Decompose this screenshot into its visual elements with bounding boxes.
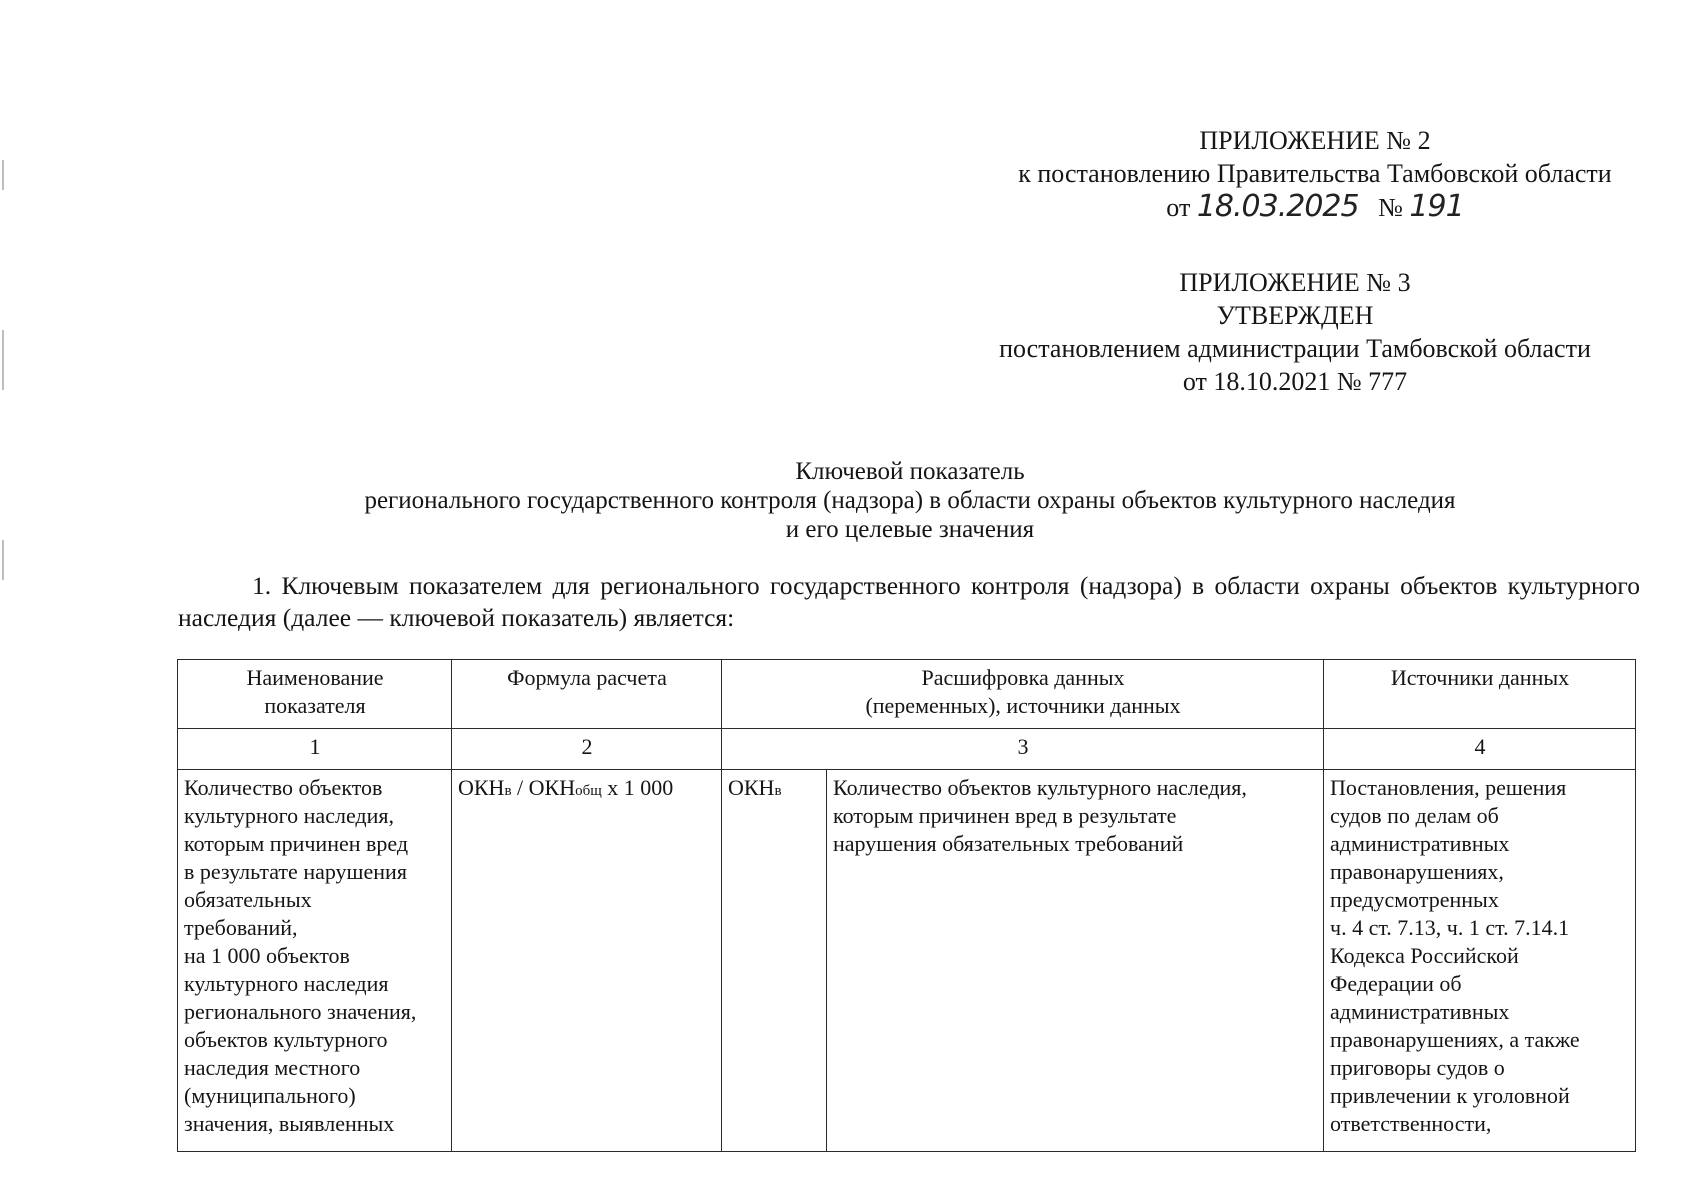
cell-line: приговоры судов о — [1330, 1055, 1505, 1080]
document-title-line: регионального государственного контроля (надзора) в области охраны объектов культурного наследия — [364, 487, 1456, 514]
cell-line: Количество объектов культурного наследия, — [833, 775, 1247, 800]
column-number: 4 — [1324, 729, 1636, 770]
cell-line: нарушения обязательных требований — [833, 831, 1184, 856]
handwritten-date: 18.03.2025 — [1196, 189, 1359, 224]
cell-line: регионального значения, — [184, 999, 417, 1024]
variable-name: ОКН — [728, 775, 775, 800]
cell-line: значения, выявленных — [184, 1111, 395, 1136]
header-line: показателя — [264, 693, 366, 718]
handwritten-number: 191 — [1409, 189, 1464, 224]
cell-line: наследия местного — [184, 1055, 361, 1080]
formula-part: х 1 000 — [601, 775, 674, 800]
formula-part: ОКН — [458, 775, 505, 800]
appendix-3-title: ПРИЛОЖЕНИЕ № 3 — [1179, 268, 1411, 297]
header-cell-formula: Формула расчета — [452, 660, 722, 729]
cell-line: административных — [1330, 831, 1510, 856]
header-line: Наименование — [246, 665, 384, 690]
variable-description-cell — [827, 770, 1324, 1152]
cell-line: ч. 4 ст. 7.13, ч. 1 ст. 7.14.1 — [1330, 915, 1570, 940]
scan-edge-mark — [2, 330, 4, 390]
formula-part: / ОКН — [511, 775, 576, 800]
cell-line: требований, — [184, 915, 298, 940]
header-cell-name — [178, 660, 452, 729]
variable-cell — [722, 770, 827, 1152]
cell-line: которым причинен вред — [184, 831, 409, 856]
date-prefix: от — [1166, 193, 1191, 222]
key-indicator-table — [177, 659, 1636, 1152]
appendix-2-title: ПРИЛОЖЕНИЕ № 2 — [1199, 126, 1431, 155]
cell-line: которым причинен вред в результате — [833, 803, 1177, 828]
cell-line: Постановления, решения — [1330, 775, 1567, 800]
indicator-name-cell — [178, 770, 452, 1152]
appendix-3-header — [955, 266, 1635, 398]
data-sources-cell — [1324, 770, 1636, 1152]
formula-cell — [452, 770, 722, 1152]
column-number: 2 — [452, 729, 722, 770]
cell-line: Федерации об — [1330, 971, 1462, 996]
cell-line: ответственности, — [1330, 1111, 1492, 1136]
cell-line: (муниципального) — [184, 1083, 356, 1108]
cell-line: правонарушениях, — [1330, 859, 1504, 884]
variable-subscript: в — [774, 783, 782, 799]
column-number: 3 — [722, 729, 1324, 770]
appendix-2-subtitle: к постановлению Правительства Тамбовской области — [1018, 159, 1612, 188]
cell-line: на 1 000 объектов — [184, 943, 350, 968]
cell-line: культурного наследия — [184, 971, 389, 996]
cell-line: предусмотренных — [1330, 887, 1499, 912]
cell-line: административных — [1330, 999, 1510, 1024]
appendix-2-date-line — [975, 190, 1655, 224]
table-row — [178, 770, 1636, 1152]
approved-by: постановлением администрации Тамбовской области — [999, 334, 1591, 363]
approval-date: от 18.10.2021 № 777 — [1182, 367, 1408, 396]
column-number: 1 — [178, 729, 452, 770]
table-number-row — [178, 729, 1636, 770]
header-line: (переменных), источники данных — [865, 693, 1181, 718]
cell-line: правонарушениях, а также — [1330, 1027, 1580, 1052]
table-header-row — [178, 660, 1636, 729]
cell-line: Количество объектов — [184, 775, 383, 800]
cell-line: обязательных — [184, 887, 312, 912]
header-line: Расшифровка данных — [921, 665, 1125, 690]
cell-line: объектов культурного — [184, 1027, 388, 1052]
document-title — [180, 457, 1640, 544]
paragraph-1: 1. Ключевым показателем для регионального государственного контроля (надзора) в области охраны объектов культурного наследия (далее — ключевой показатель) является: — [178, 571, 1640, 632]
header-cell-sources: Источники данных — [1324, 660, 1636, 729]
scan-edge-mark — [2, 540, 4, 580]
cell-line: привлечении к уголовной — [1330, 1083, 1570, 1108]
cell-line: культурного наследия, — [184, 803, 394, 828]
formula-subscript: в — [504, 783, 512, 799]
cell-line: Кодекса Российской — [1330, 943, 1519, 968]
scan-edge-mark — [2, 160, 4, 190]
approved-label: УТВЕРЖДЕН — [1216, 301, 1374, 330]
number-prefix: № — [1378, 193, 1403, 222]
formula-subscript: общ — [575, 783, 602, 799]
header-cell-decoding — [722, 660, 1324, 729]
cell-line: в результате нарушения — [184, 859, 407, 884]
document-title-line: Ключевой показатель — [795, 458, 1025, 485]
document-title-line: и его целевые значения — [785, 516, 1035, 543]
cell-line: судов по делам об — [1330, 803, 1499, 828]
appendix-2-header — [975, 124, 1655, 224]
